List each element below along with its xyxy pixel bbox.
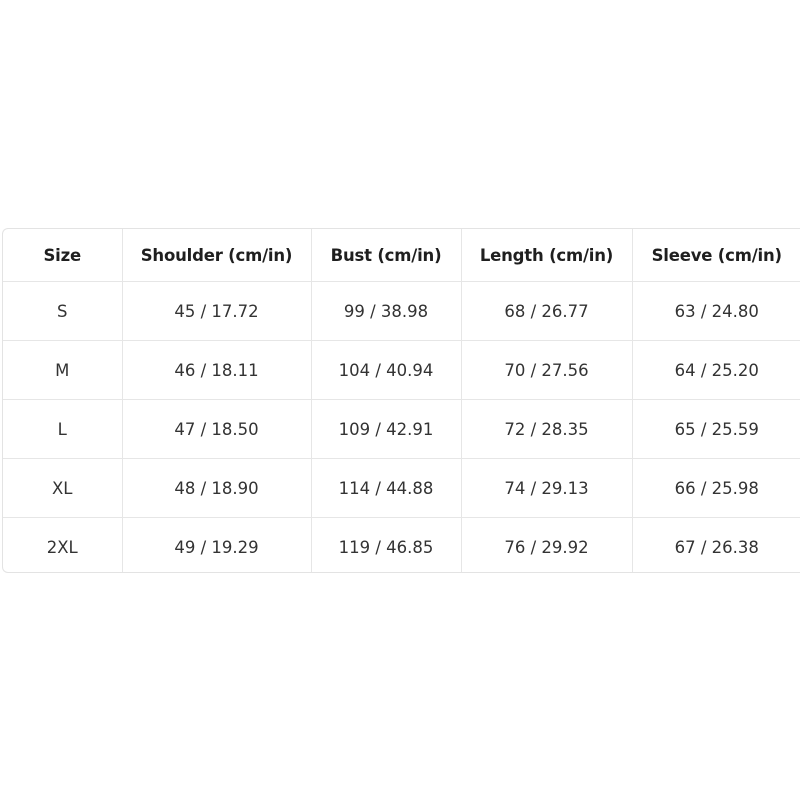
cell-length: 68 / 26.77 xyxy=(461,282,632,341)
cell-size: 2XL xyxy=(3,518,122,574)
cell-bust: 104 / 40.94 xyxy=(311,341,461,400)
cell-length: 76 / 29.92 xyxy=(461,518,632,574)
header-row xyxy=(3,229,800,282)
header-sleeve: Sleeve (cm/in) xyxy=(632,229,800,282)
cell-sleeve: 64 / 25.20 xyxy=(632,341,800,400)
table-row xyxy=(3,341,800,400)
table-row xyxy=(3,459,800,518)
cell-shoulder: 46 / 18.11 xyxy=(122,341,311,400)
header-length: Length (cm/in) xyxy=(461,229,632,282)
cell-size: XL xyxy=(3,459,122,518)
table-row xyxy=(3,282,800,341)
cell-bust: 119 / 46.85 xyxy=(311,518,461,574)
cell-size: M xyxy=(3,341,122,400)
header-size: Size xyxy=(3,229,122,282)
cell-shoulder: 47 / 18.50 xyxy=(122,400,311,459)
cell-sleeve: 67 / 26.38 xyxy=(674,537,759,557)
cell-size: L xyxy=(3,400,122,459)
cell-bust: 114 / 44.88 xyxy=(311,459,461,518)
header-bust: Bust (cm/in) xyxy=(311,229,461,282)
size-chart-container xyxy=(2,228,800,573)
table-row xyxy=(3,400,800,459)
header-shoulder: Shoulder (cm/in) xyxy=(122,229,311,282)
cell-sleeve: 65 / 25.59 xyxy=(632,400,800,459)
cell-shoulder: 45 / 17.72 xyxy=(122,282,311,341)
table-row xyxy=(3,518,800,574)
cell-sleeve: 63 / 24.80 xyxy=(632,282,800,341)
cell-shoulder: 49 / 19.29 xyxy=(122,518,311,574)
cell-length: 72 / 28.35 xyxy=(461,400,632,459)
cell-size: S xyxy=(3,282,122,341)
cell-bust: 109 / 42.91 xyxy=(311,400,461,459)
size-chart-table xyxy=(3,229,800,573)
cell-sleeve: 66 / 25.98 xyxy=(632,459,800,518)
cell-shoulder: 48 / 18.90 xyxy=(122,459,311,518)
cell-bust: 99 / 38.98 xyxy=(311,282,461,341)
cell-length: 70 / 27.56 xyxy=(461,341,632,400)
cell-length: 74 / 29.13 xyxy=(461,459,632,518)
